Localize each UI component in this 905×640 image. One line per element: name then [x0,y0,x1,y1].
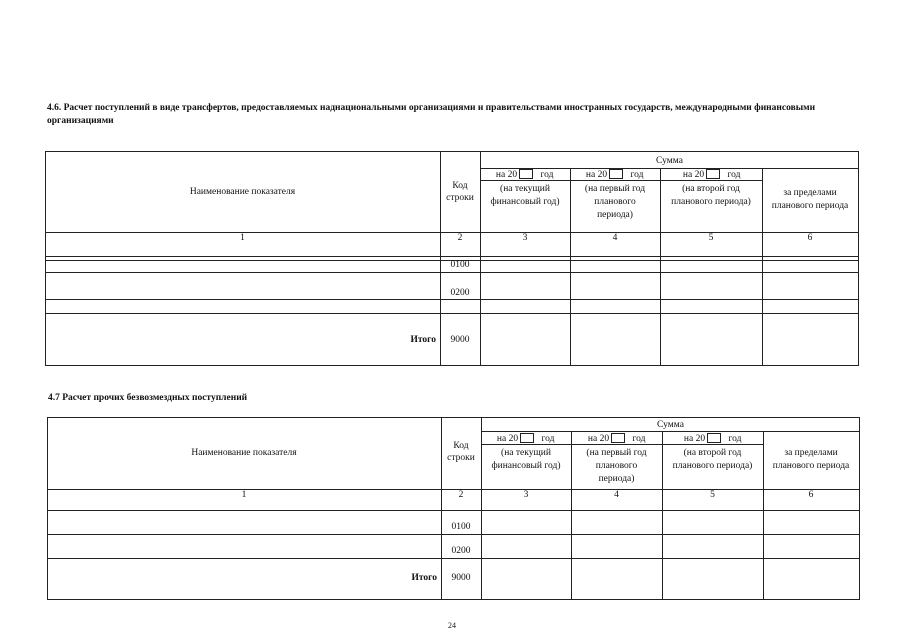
col4-header-line1: (на первый год [584,184,646,194]
total-code: 9000 [450,335,470,345]
col4-header-line2: планового [595,461,638,471]
column-number: 3 [523,490,529,500]
code-column-header-line2: строки [446,193,474,203]
page-number: 24 [448,621,456,630]
col3-header-line2: финансовый год) [491,461,561,471]
col4-header-line3: периода) [597,210,633,220]
row-code: 0200 [451,546,471,556]
col6-header-line1: за пределами [783,188,837,198]
column-number: 1 [241,490,247,500]
col4-header-line2: планового [594,197,636,207]
code-column-header: Код [453,441,469,451]
col4-header-line3: периода) [598,474,635,484]
year-input-box[interactable] [611,433,625,443]
column-number: 5 [708,233,714,243]
code-column-header-line2: строки [447,453,475,463]
year-suffix: год [632,434,646,444]
year-suffix: год [540,170,554,180]
col5-header-line1: (на второй год [683,448,742,458]
year-input-box[interactable] [520,433,534,443]
col5-header-line2: планового периода) [671,197,751,207]
column-number: 1 [240,233,245,243]
year-suffix: год [541,434,555,444]
sum-header: Сумма [656,156,683,166]
col3-header-line1: (на текущий [501,448,551,458]
year-prefix: на 20 [496,434,519,444]
total-code: 9000 [451,573,471,583]
name-column-header: Наименование показателя [191,448,297,458]
col3-header-line2: финансовый год) [490,197,560,207]
total-label: Итого [411,573,437,583]
row-code: 0100 [451,522,471,532]
row-code: 0200 [450,288,470,298]
section-4-6-title: 4.6. Расчет поступлений в виде трансфертов, предоставляемых наднациональными организациями и правительствами иностранных государств, международными финансовыми организациями [47,103,816,126]
col5-header-line2: планового периода) [672,461,753,471]
name-column-header: Наименование показателя [189,187,296,197]
year-prefix: на 20 [683,434,706,444]
row-code: 0100 [450,260,470,270]
year-prefix: на 20 [495,170,518,180]
year-prefix: на 20 [585,170,608,180]
total-label: Итого [410,335,436,345]
column-number: 6 [808,490,814,500]
col3-header-line1: (на текущий [500,184,550,194]
column-number: 4 [614,490,619,500]
year-suffix: год [728,434,742,444]
col6-header-line2: планового периода [772,461,850,471]
year-prefix: на 20 [587,434,610,444]
year-prefix: на 20 [682,170,705,180]
column-number: 5 [710,490,715,500]
column-number: 2 [458,490,464,500]
col6-header-line2: планового периода [771,201,849,211]
column-number: 2 [457,233,463,243]
section-4-7-title: 4.7 Расчет прочих безвозмездных поступлений [48,393,248,403]
year-input-box[interactable] [707,433,721,443]
col6-header-line1: за пределами [784,448,838,458]
column-number: 3 [522,233,528,243]
column-number: 6 [807,233,813,243]
column-number: 4 [612,233,618,243]
code-column-header: Код [452,181,468,191]
year-suffix: год [727,170,741,180]
col4-header-line1: (на первый год [586,448,647,458]
sum-header: Сумма [657,420,684,430]
year-suffix: год [630,170,644,180]
col5-header-line1: (на второй год [682,184,740,194]
